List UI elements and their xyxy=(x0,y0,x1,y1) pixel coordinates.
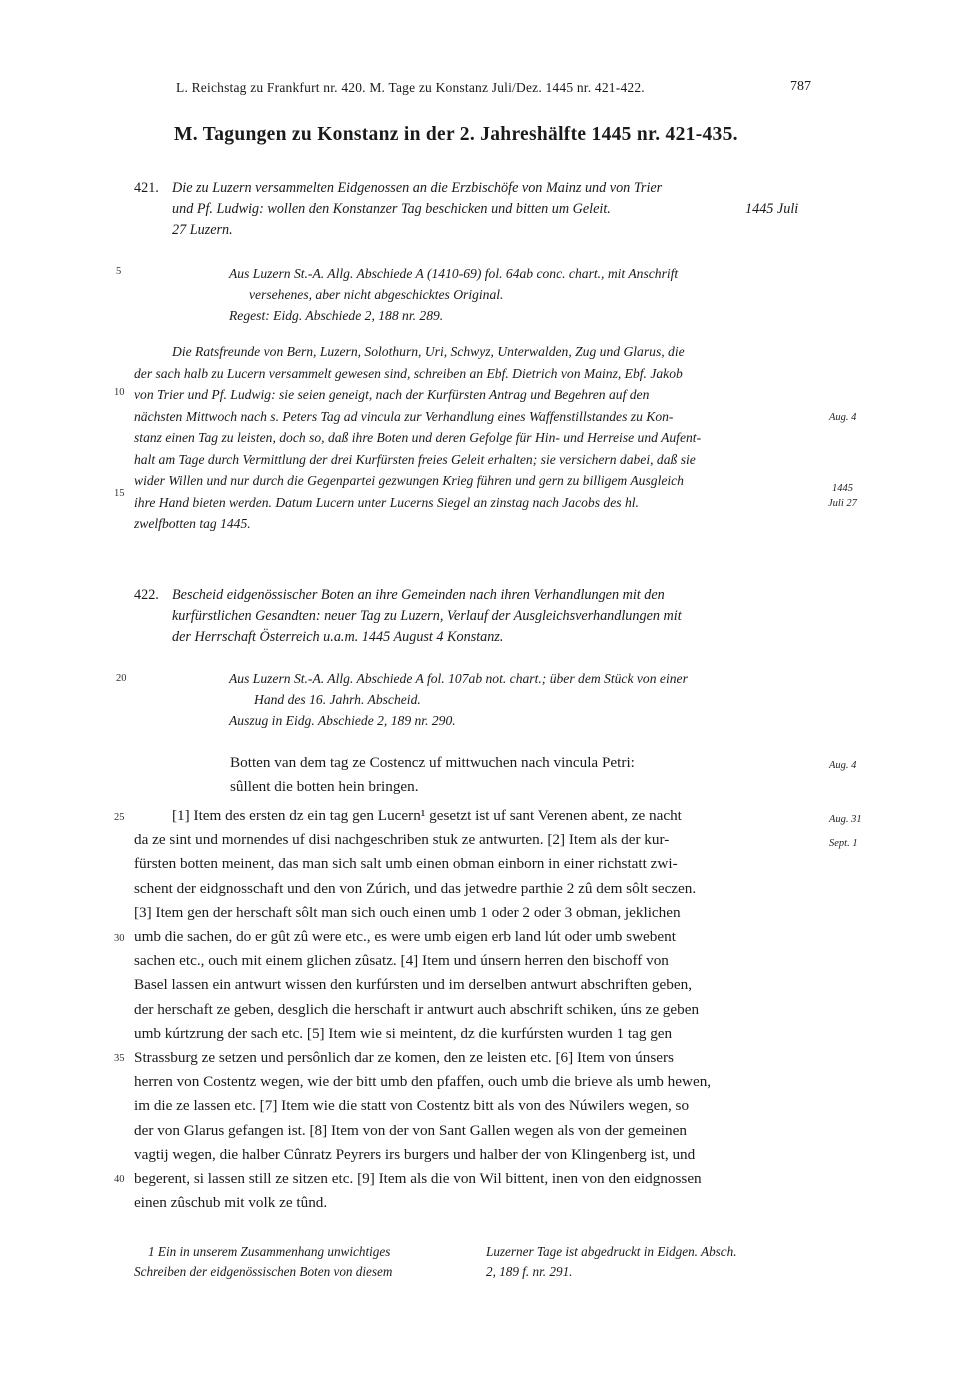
line-number: 35 xyxy=(114,1053,125,1064)
doc422-source-line: Hand des 16. Jahrh. Abscheid. xyxy=(254,692,421,707)
doc422-text-line: vagtij wegen, die halber Cûnratz Peyrers irs burgers und halber der von Klingenberg ist, und xyxy=(134,1145,696,1163)
doc422-source-line: Aus Luzern St.-A. Allg. Abschiede A fol. 107ab not. chart.; über dem Stück von einer xyxy=(229,671,688,686)
section-title: M. Tagungen zu Konstanz in der 2. Jahreshälfte 1445 nr. 421-435. xyxy=(174,124,738,145)
doc421-body-line: der sach halb zu Lucern versammelt gewesen sind, schreiben an Ebf. Dietrich von Mainz, Ebf. Jakob xyxy=(134,365,683,381)
doc422-regest-line: Bescheid eidgenössischer Boten an ihre Gemeinden nach ihren Verhandlungen mit den xyxy=(172,587,665,603)
doc421-body-line: nächsten Mittwoch nach s. Peters Tag ad vincula zur Verhandlung eines Waffenstillstandes zu Kon- xyxy=(134,408,674,424)
doc421-body-line: Die Ratsfreunde von Bern, Luzern, Solothurn, Uri, Schwyz, Unterwalden, Zug und Glarus, die xyxy=(172,344,685,359)
doc422-text-line: [1] Item des ersten dz ein tag gen Lucern¹ gesetzt ist uf sant Verenen abent, ze nacht xyxy=(172,807,682,824)
doc422-margin-date: Sept. 1 xyxy=(829,838,858,849)
doc422-text-line: schent der eidgnosschaft und den von Zúrich, und das jetwedre parthie 2 zû dem sôlt seczen. xyxy=(134,879,697,897)
footnote-line: Schreiben der eidgenössischen Boten von diesem xyxy=(134,1264,393,1279)
doc422-text-line: Basel lassen ein antwurt wissen den kurfúrsten und im derselben antwurt abschriften geben, xyxy=(134,976,692,994)
doc422-regest xyxy=(172,585,682,648)
line-number: 25 xyxy=(114,812,125,823)
doc422-text-line: Strassburg ze setzen und persônlich dar ze komen, den ze leisten etc. [6] Item von únsers xyxy=(134,1049,674,1067)
doc422-text-line: begerent, si lassen still ze sitzen etc. [9] Item als die von Wil bittent, inen von den eidgnossen xyxy=(134,1170,702,1188)
line-number: 10 xyxy=(114,387,125,398)
doc421-body-line: halt am Tage durch Vermittlung der drei Kurfürsten freies Geleit erhalten; sie versichern dabei, daß sie xyxy=(134,451,696,467)
doc421-body-line: von Trier und Pf. Ludwig: sie seien geneigt, nach der Kurfürsten Antrag und Begehren auf den xyxy=(134,387,650,402)
doc422-regest-line: kurfürstlichen Gesandten: neuer Tag zu Luzern, Verlauf der Ausgleichsverhandlungen mit xyxy=(172,608,682,624)
doc422-regest-line: der Herrschaft Österreich u.a.m. 1445 August 4 Konstanz. xyxy=(172,629,504,645)
doc422-intro xyxy=(230,751,635,799)
doc421-regest-line: Die zu Luzern versammelten Eidgenossen an die Erzbischöfe von Mainz und von Trier xyxy=(172,180,663,196)
footnote-line: Luzerner Tage ist abgedruckt in Eidgen. Absch. xyxy=(486,1244,737,1259)
doc422-source-line: Auszug in Eidg. Abschiede 2, 189 nr. 290. xyxy=(229,713,456,728)
doc422-text-line: sachen etc., ouch mit einem glichen zûsatz. [4] Item und únsern herren den bischoff von xyxy=(134,952,669,970)
page-number: 787 xyxy=(790,79,811,94)
footnote-left xyxy=(134,1242,392,1282)
doc421-regest xyxy=(172,178,662,241)
doc421-body-line: stanz einen Tag zu leisten, doch so, daß ihre Boten und deren Gefolge für Hin- und Herreise und Aufent- xyxy=(134,430,702,445)
doc422-text-line: im die ze lassen etc. [7] Item wie die statt von Costentz bitt als von des Núwilers wegen, so xyxy=(134,1097,690,1115)
doc421-regest-line: und Pf. Ludwig: wollen den Konstanzer Tag beschicken und bitten um Geleit. xyxy=(172,201,611,217)
line-number: 40 xyxy=(114,1174,125,1185)
doc422-text-line: umb die sachen, do er gût zû were etc., es were umb eigen erb land lút oder umb swebent xyxy=(134,928,676,946)
doc422-number: 422. xyxy=(134,587,159,603)
doc422-text-line: umb kúrtzrung der sach etc. [5] Item wie si meintent, dz die kurfúrsten wurden 1 tag gen xyxy=(134,1024,673,1042)
doc422-text-line: fürsten botten meinent, das man sich salt umb einen obman einborn in einer richstatt zwi- xyxy=(134,855,678,873)
doc421-regest-line: 27 Luzern. xyxy=(172,222,233,238)
line-number: 15 xyxy=(114,488,125,499)
doc422-margin-date: Aug. 31 xyxy=(829,814,862,825)
doc422-text xyxy=(134,804,711,1215)
doc421-body-line: wider Willen und nur durch die Gegenpartei gezwungen Krieg führen und gern zu billigem Ausgleich xyxy=(134,473,684,488)
doc421-margin-year: 1445 xyxy=(832,483,853,494)
doc422-text-line: [3] Item gen der herschaft sôlt man sich ouch einen umb 1 oder 2 oder 3 obman, jeklichen xyxy=(134,903,681,921)
doc422-text-line: da ze sint und mornendes uf disi nachgeschriben stuk ze antwurten. [2] Item als der kur- xyxy=(134,831,670,849)
doc421-body-line: ihre Hand bieten werden. Datum Lucern unter Lucerns Siegel an zinstag nach Jacobs des hl. xyxy=(134,494,639,510)
doc422-text-line: herren von Costentz wegen, wie der bitt umb den pfaffen, ouch umb die brieve als umb hewen, xyxy=(134,1073,712,1091)
running-head: L. Reichstag zu Frankfurt nr. 420. M. Tage zu Konstanz Juli/Dez. 1445 nr. 421-422. xyxy=(176,80,645,95)
doc421-source-line: Aus Luzern St.-A. Allg. Abschiede A (1410-69) fol. 64ab conc. chart., mit Anschrift xyxy=(229,266,679,281)
doc422-margin-date: Aug. 4 xyxy=(829,760,857,771)
doc421-source-line: versehenes, aber nicht abgeschicktes Original. xyxy=(249,287,504,302)
footnote-line: 1 Ein in unserem Zusammenhang unwichtiges xyxy=(148,1244,391,1259)
doc421-body xyxy=(134,341,701,535)
line-number: 5 xyxy=(116,266,122,277)
footnote-right xyxy=(486,1242,737,1282)
doc422-intro-line: sûllent die botten hein bringen. xyxy=(230,778,419,796)
doc422-text-line: einen zûschub mit volk ze tûnd. xyxy=(134,1194,328,1212)
line-number: 30 xyxy=(114,933,125,944)
doc421-body-line: zwelfbotten tag 1445. xyxy=(134,516,251,531)
doc421-source xyxy=(229,263,678,326)
doc421-source-line: Regest: Eidg. Abschiede 2, 188 nr. 289. xyxy=(229,308,444,323)
doc421-margin-date: Juli 27 xyxy=(828,498,857,509)
doc422-intro-line: Botten van dem tag ze Costencz uf mittwuchen nach vincula Petri: xyxy=(230,754,635,771)
doc422-text-line: der von Glarus gefangen ist. [8] Item von der von Sant Gallen wegen als von der gemeinen xyxy=(134,1121,687,1139)
doc421-margin-date: Aug. 4 xyxy=(829,412,857,423)
doc422-source xyxy=(229,668,688,731)
doc421-number: 421. xyxy=(134,180,159,196)
footnote-line: 2, 189 f. nr. 291. xyxy=(486,1264,573,1279)
doc421-regest-date: 1445 Juli xyxy=(745,201,799,217)
doc422-text-line: der herschaft ze geben, desglich die herschaft ir antwurt auch abschrift schiken, úns ze geben xyxy=(134,1000,700,1018)
line-number: 20 xyxy=(116,673,127,684)
